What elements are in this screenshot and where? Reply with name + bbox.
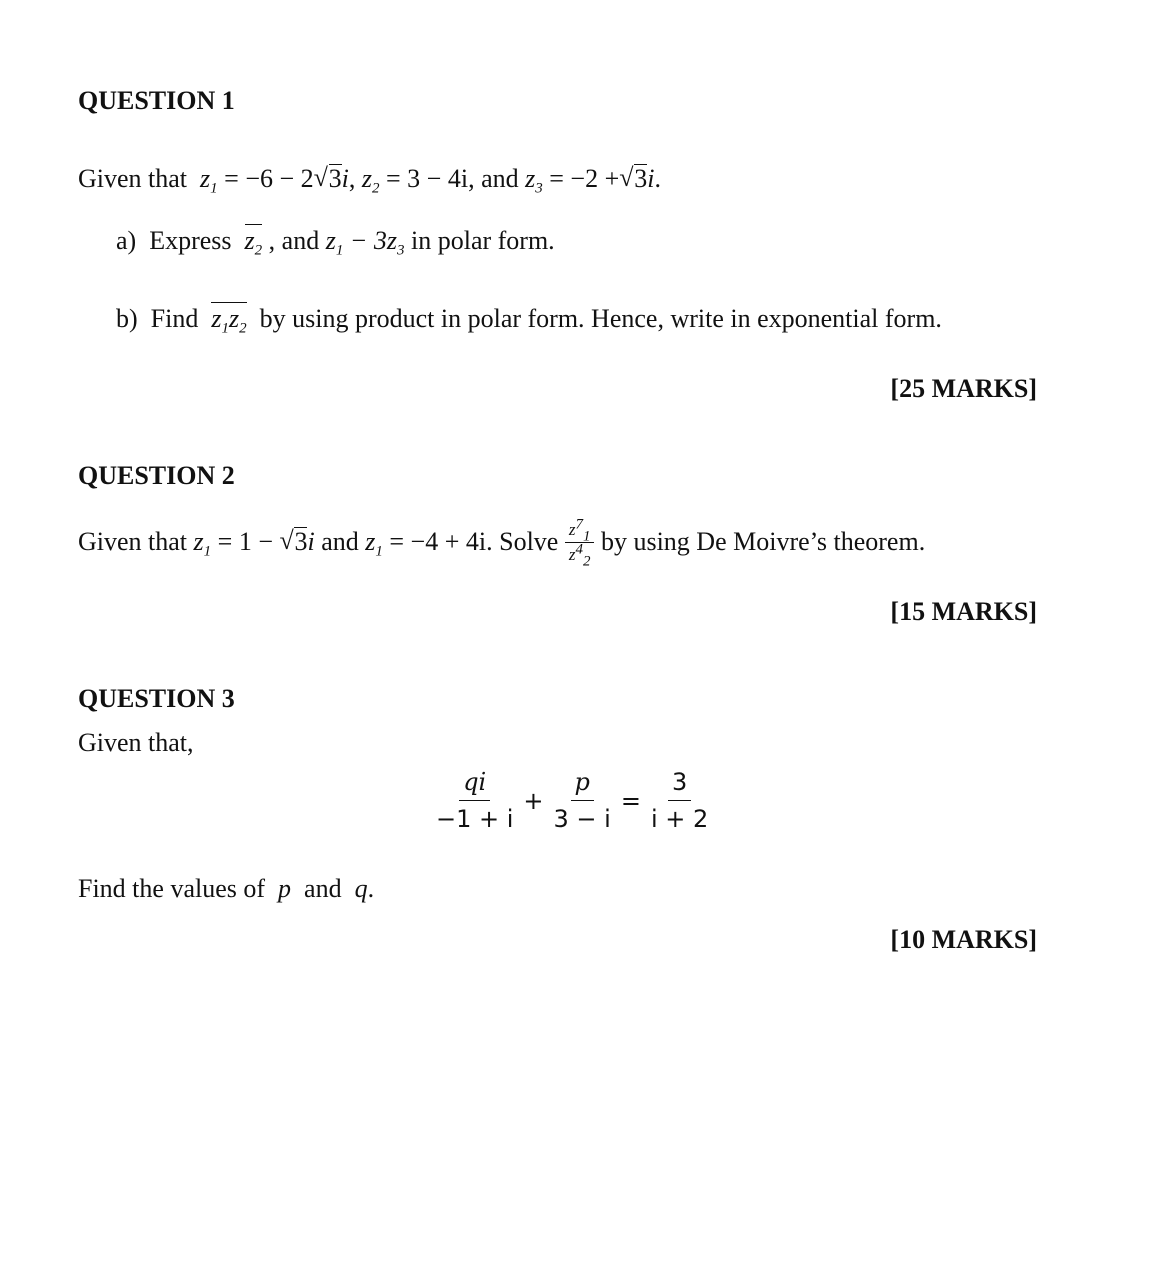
- plus-sign: +: [523, 786, 544, 815]
- question-2-heading: QUESTION 2: [78, 461, 235, 490]
- question-2-statement: Given that $z_1$ = 1 − √ 3i and $z_1$ = −4 + 4i . Solve $\frac{z^7_1}{z^4_2}$ by using De Moivre’s theorem.: [78, 510, 925, 574]
- part-a-label: a): [116, 226, 137, 255]
- question-1-marks: [25 MARKS]: [890, 374, 1037, 403]
- fraction-qi: $\frac{qi}{-1 + i}$: [436, 768, 514, 833]
- z2-value: = 3 − 4i: [386, 164, 469, 193]
- given-text: Given that: [78, 164, 188, 193]
- question-3-given: Given that,: [78, 728, 194, 757]
- question-3-marks: [10 MARKS]: [890, 925, 1037, 954]
- z1-symbol: $z_1$: [200, 164, 218, 197]
- question-2-marks: [15 MARKS]: [890, 597, 1037, 626]
- variable-p: p: [278, 874, 292, 903]
- z1-value: = 1 − √ 3i: [218, 527, 315, 557]
- part-a-expression: $z_1 - 3z_3$: [325, 226, 405, 259]
- question-1-part-b: b) Find $z_1z_2$ by using product in polar form. Hence, write in exponential form.: [116, 304, 942, 337]
- question-1-heading: QUESTION 1: [78, 86, 235, 115]
- equals-sign: =: [620, 786, 641, 815]
- question-1-part-a: a) Express $z_2$ , and $z_1 - 3z_3$ in polar form.: [116, 226, 555, 259]
- z2-conjugate: $z_2$: [244, 226, 263, 259]
- fraction-3: $\frac{3}{i + 2}$: [650, 768, 709, 833]
- question-3-find: Find the values of p and q.: [78, 874, 375, 903]
- z2-symbol: $z_2$: [361, 164, 380, 197]
- z2-value: = −4 + 4i: [389, 527, 487, 556]
- question-3-heading: QUESTION 3: [78, 684, 235, 713]
- z1-symbol: $z_1$: [193, 527, 212, 560]
- power-quotient-fraction: $\frac{z^7_1}{z^4_2}$: [565, 520, 595, 565]
- z3-symbol: $z_3$: [525, 164, 543, 197]
- z2-symbol: $z_1$: [365, 527, 383, 560]
- variable-q: q: [354, 874, 368, 903]
- z3-value: = −2 +√ 3i: [549, 164, 654, 193]
- fraction-p: $\frac{p}{3 - i}$: [553, 768, 611, 833]
- question-1-given-line: Given that $z_1 = -6 - 2√$ 3i, $z_2 = 3 - 4i$, and $z_3 = -2$ +√ 3i.: [78, 164, 661, 194]
- z1z2-conjugate: $z_1z_2$: [211, 304, 247, 337]
- question-3-equation: [432, 768, 712, 833]
- z1-value: = −6 − 2√ 3i: [224, 164, 349, 193]
- part-b-label: b): [116, 304, 138, 333]
